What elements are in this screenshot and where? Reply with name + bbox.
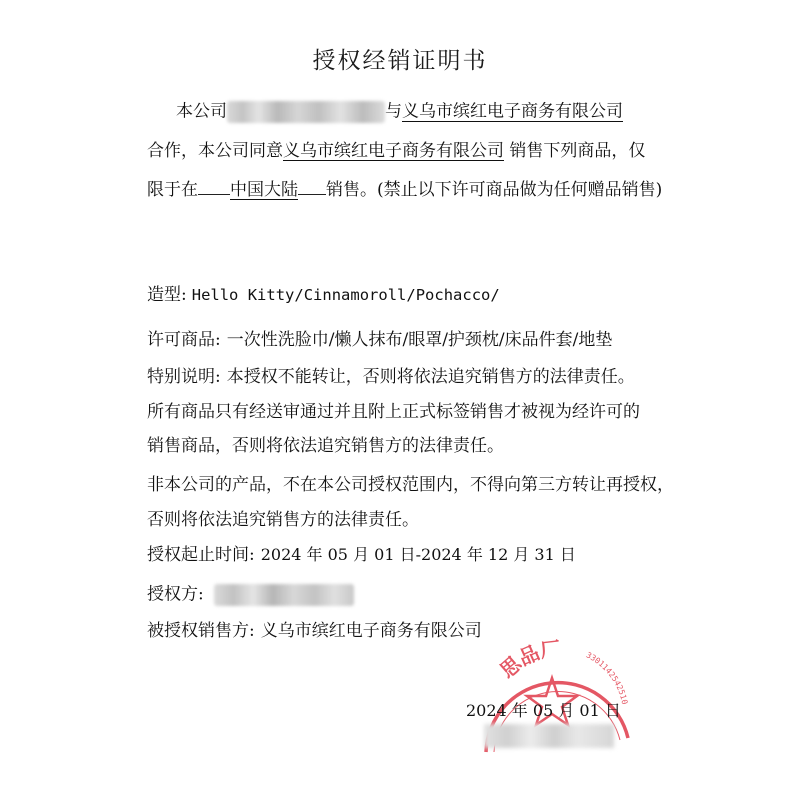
- products-value: 一次性洗脸巾/懒人抹布/眼罩/护颈枕/床品件套/地垫: [226, 330, 613, 350]
- redacted-signature: [484, 724, 614, 748]
- intro-line2-suffix: 销售下列商品，仅: [509, 141, 646, 161]
- special-value: 本授权不能转让，否则将依法追究销售方的法律责任。: [226, 367, 635, 387]
- intro-line-1: [176, 101, 623, 123]
- seal-number-text: 3301142542510: [584, 650, 630, 706]
- signature-date: 2024 年 05 月 01 日: [466, 701, 621, 720]
- para1-line-1: 所有商品只有经送审通过并且附上正式标签销售才被视为经许可的: [147, 402, 640, 422]
- para2-line-1: 非本公司的产品，不在本公司授权范围内，不得向第三方转让再授权，: [147, 475, 674, 495]
- intro-line-2: [147, 143, 645, 160]
- para1-line-2: 销售商品，否则将依法追究销售方的法律责任。: [147, 436, 504, 456]
- intro-line2-company: 义乌市缤红电子商务有限公司: [283, 141, 504, 161]
- model-line: [147, 287, 500, 304]
- intro-prefix: 本公司: [176, 101, 227, 122]
- intro-with: 与: [385, 101, 402, 122]
- grantee-label: 被授权销售方:: [147, 621, 255, 641]
- seal-name-text: 思品厂: [495, 636, 562, 683]
- model-label: 造型:: [147, 285, 187, 305]
- intro-company: 义乌市缤红电子商务有限公司: [402, 101, 623, 122]
- intro-line3-prefix: 限于在: [147, 180, 198, 200]
- intro-line-3: [147, 180, 662, 199]
- period-line: [147, 547, 576, 564]
- grantor-label: 授权方:: [147, 584, 204, 605]
- intro-line2-prefix: 合作，本公司同意: [147, 141, 283, 161]
- intro-region: 中国大陆: [230, 180, 298, 200]
- grantee-line: [147, 623, 482, 640]
- period-value: 2024 年 05 月 01 日-2024 年 12 月 31 日: [260, 545, 576, 564]
- special-label: 特别说明:: [147, 367, 221, 387]
- intro-line3-suffix: 销售。(禁止以下许可商品做为任何赠品销售): [326, 180, 663, 200]
- document-title: 授权经销证明书: [312, 48, 488, 74]
- period-label: 授权起止时间:: [147, 545, 255, 565]
- underline-gap: [298, 180, 326, 195]
- products-line: [147, 332, 612, 349]
- redacted-company-name: [227, 101, 385, 123]
- grantor-line: [147, 584, 354, 606]
- para2-line-2: 否则将依法追究销售方的法律责任。: [147, 510, 419, 530]
- special-line: [147, 369, 635, 386]
- underline-gap: [198, 180, 230, 195]
- redacted-grantor: [214, 584, 354, 606]
- products-label: 许可商品:: [147, 330, 221, 350]
- model-value: Hello Kitty/Cinnamoroll/Pochacco/: [191, 286, 500, 304]
- grantee-value: 义乌市缤红电子商务有限公司: [260, 621, 482, 641]
